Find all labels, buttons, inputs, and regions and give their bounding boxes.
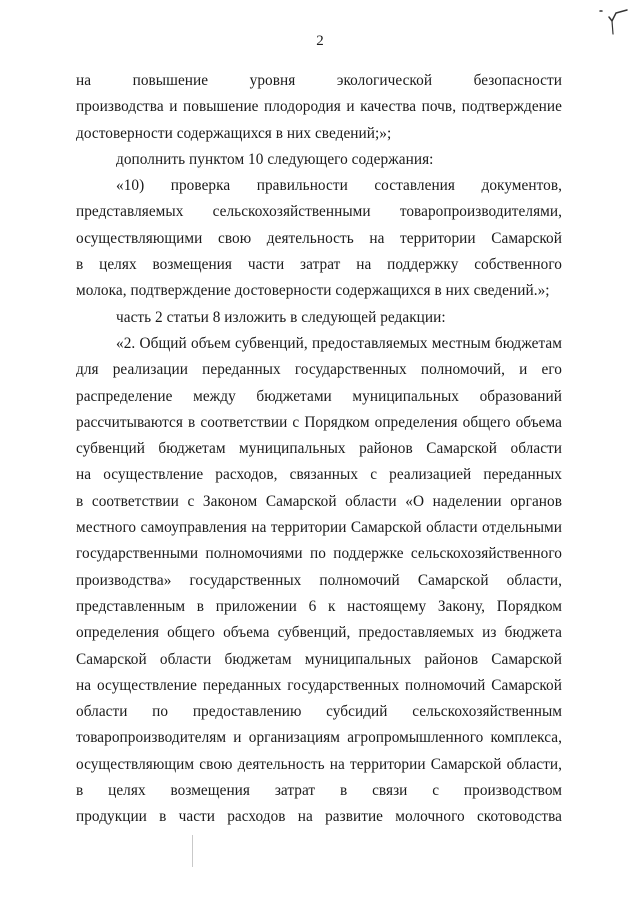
text-line: области по предоставлению субсидий сельскохозяйственным: [76, 703, 562, 721]
page-number: 2: [316, 33, 324, 49]
text-line: государственными полномочиями по поддержке сельскохозяйственного: [76, 545, 562, 563]
handwritten-check-mark: [597, 8, 629, 36]
text-line: Самарской области бюджетам муниципальных районов Самарской: [76, 650, 562, 668]
text-line: представляемых сельскохозяйственными товаропроизводителями,: [76, 203, 562, 221]
text-line: определения общего объема субвенций, предоставляемых из бюджета: [76, 624, 562, 642]
text-line: представленным в приложении 6 к настоящему Закону, Порядком: [76, 597, 562, 615]
text-line: в целях возмещения затрат в связи с производством: [76, 782, 562, 800]
text-line: осуществляющим свою деятельность на территории Самарской области,: [76, 755, 562, 773]
text-line: товаропроизводителям и организациям агропромышленного комплекса,: [76, 729, 562, 747]
text-line: достоверности содержащихся в них сведений;»;: [76, 124, 392, 142]
text-line: в целях возмещения части затрат на поддержку собственного: [76, 256, 562, 274]
text-line: осуществляющими свою деятельность на территории Самарской: [76, 229, 562, 247]
text-line: часть 2 статьи 8 изложить в следующей редакции:: [116, 308, 446, 326]
text-line: «10) проверка правильности составления документов,: [116, 177, 562, 195]
text-line: продукции в части расходов на развитие молочного скотоводства: [76, 808, 562, 826]
text-line: на повышение уровня экологической безопасности: [76, 72, 562, 89]
text-line: производства и повышение плодородия и качества почв, подтверждение: [76, 98, 562, 116]
text-line: местного самоуправления на территории Самарской области отдельными: [76, 519, 562, 537]
text-line: распределение между бюджетами муниципальных образований: [76, 387, 562, 405]
text-line: для реализации переданных государственных полномочий, и его: [76, 361, 562, 379]
text-line: производства» государственных полномочий Самарской области,: [76, 571, 562, 589]
text-line: в соответствии с Законом Самарской области «О наделении органов: [76, 492, 562, 510]
scan-artifact-line: [192, 835, 193, 867]
text-line: на осуществление переданных государственных полномочий Самарской: [76, 676, 562, 694]
text-line: на осуществление расходов, связанных с реализацией переданных: [76, 466, 562, 484]
text-line: рассчитываются в соответствии с Порядком определения общего объема: [76, 413, 562, 431]
text-line: субвенций бюджетам муниципальных районов Самарской области: [76, 440, 562, 458]
text-line: молока, подтверждение достоверности содержащихся в них сведений.»;: [76, 282, 550, 300]
document-body: [76, 68, 562, 831]
text-line: дополнить пунктом 10 следующего содержания:: [116, 150, 434, 168]
text-line: «2. Общий объем субвенций, предоставляемых местным бюджетам: [116, 334, 562, 352]
